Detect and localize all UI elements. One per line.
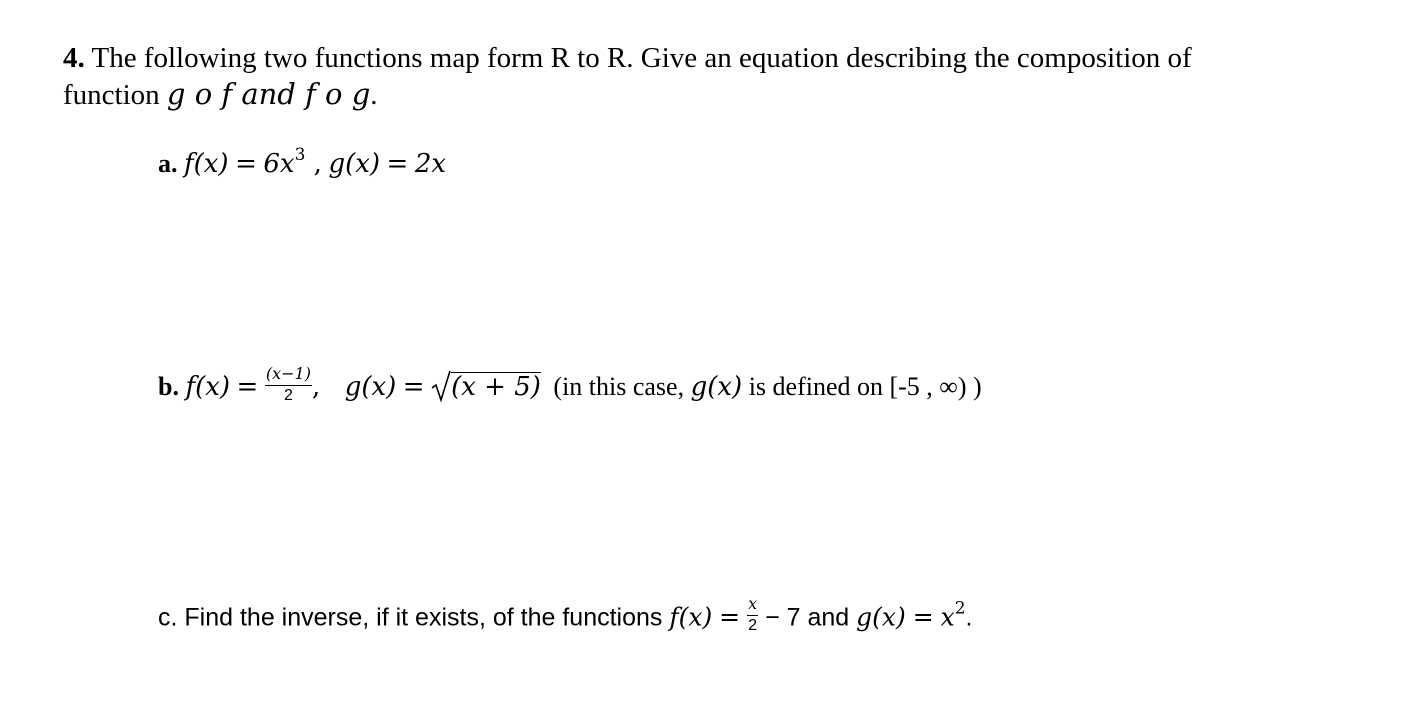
question-number: 4.	[63, 42, 85, 74]
part-c-equals-1: =	[719, 602, 741, 632]
part-c-and: and	[800, 603, 857, 632]
part-a-equals-2: =	[386, 149, 409, 179]
question-text-line-2: function	[63, 79, 167, 111]
part-a-separator: ,	[305, 149, 322, 179]
part-b	[158, 364, 982, 408]
part-c-g-rhs: x	[940, 602, 955, 632]
part-b-fraction	[265, 366, 312, 404]
part-c-exponent: 2	[954, 598, 966, 619]
part-b-note-prefix: (in this case,	[553, 371, 691, 401]
part-a-f-rhs: 6x	[263, 149, 295, 179]
part-c-equals-2: =	[912, 602, 934, 632]
part-b-comma: ,	[311, 371, 321, 402]
part-c	[158, 594, 973, 638]
question-text-line-1: The following two functions map form R to R. Give an equation describing the composition of	[84, 42, 1192, 74]
part-b-note-math: g(x)	[690, 371, 743, 402]
part-c-minus-seven: − 7	[765, 603, 801, 632]
part-c-period: .	[965, 603, 973, 632]
part-b-equals-2: =	[402, 371, 425, 402]
part-a-equals-1: =	[235, 149, 257, 179]
part-a-label: a.	[158, 149, 178, 178]
part-c-text: Find the inverse, if it exists, of the functions	[177, 603, 670, 632]
part-a-exponent: 3	[294, 145, 306, 165]
part-a	[158, 145, 447, 179]
part-b-label: b.	[158, 371, 179, 401]
part-b-f-lhs: f(x)	[185, 371, 231, 402]
part-a-g-lhs: g(x)	[328, 149, 381, 179]
part-c-f-lhs: f(x)	[669, 602, 713, 632]
part-a-f-lhs: f(x)	[184, 149, 229, 179]
part-c-fraction	[747, 596, 758, 634]
part-c-fraction-numerator: x	[748, 594, 758, 613]
part-b-radicand: (x + 5)	[451, 371, 541, 402]
composition-expression: g o f and f o g	[166, 77, 371, 111]
part-b-fraction-denominator: 2	[265, 385, 312, 404]
part-b-g-lhs: g(x)	[344, 371, 397, 402]
part-b-note-suffix: is defined on [-5 , ∞) )	[742, 371, 982, 401]
part-c-fraction-denominator: 2	[748, 617, 758, 634]
part-c-g-lhs: g(x)	[856, 602, 906, 632]
part-b-equals-1: =	[236, 371, 259, 402]
part-b-fraction-numerator: (x−1)	[265, 364, 311, 383]
part-c-label: c.	[158, 603, 178, 632]
question-line-2	[63, 77, 378, 111]
square-root	[431, 372, 541, 400]
question-line-1	[63, 44, 1192, 73]
question-line-2-period: .	[370, 79, 378, 111]
part-a-g-rhs: 2x	[414, 149, 447, 179]
radical-sign-icon	[431, 369, 451, 403]
